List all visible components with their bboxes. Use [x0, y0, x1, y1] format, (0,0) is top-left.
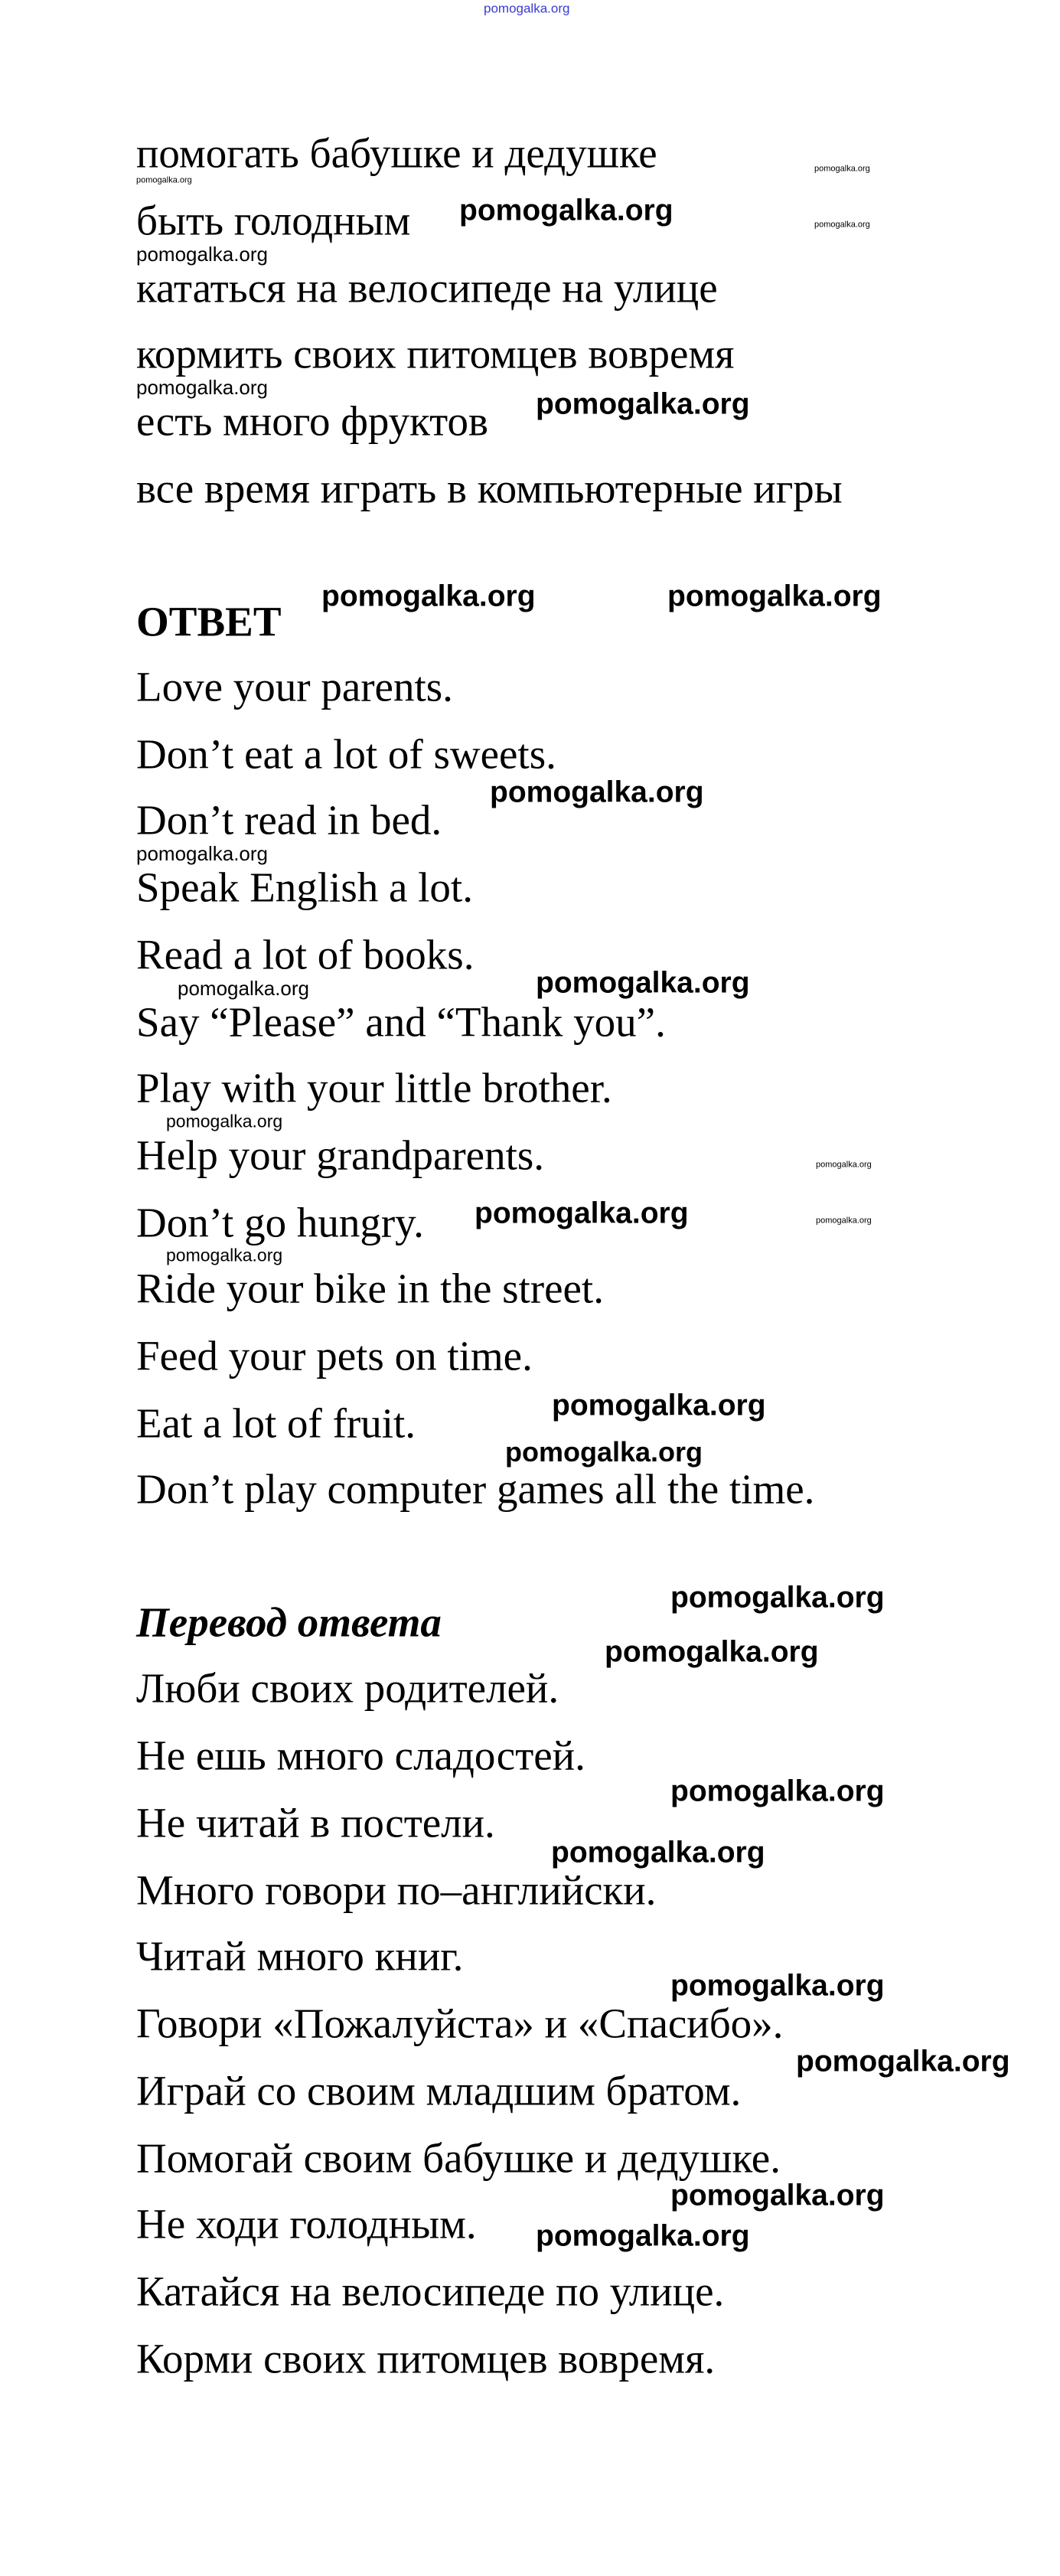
watermark: pomogalka.org — [321, 580, 536, 613]
translation-line: Не читай в постели. — [136, 1799, 495, 1846]
watermark: pomogalka.org — [475, 1197, 689, 1230]
watermark: pomogalka.org — [670, 1581, 885, 1614]
watermark: pomogalka.org — [536, 966, 750, 1000]
translation-line: Катайся на велосипеде по улице. — [136, 2267, 725, 2315]
watermark: pomogalka.org — [816, 1160, 872, 1170]
answer-line: Feed your pets on time. — [136, 1332, 533, 1379]
watermark: pomogalka.org — [552, 1389, 766, 1422]
watermark: pomogalka.org — [814, 164, 870, 174]
watermark: pomogalka.org — [667, 580, 882, 613]
watermark: pomogalka.org — [536, 387, 750, 421]
answer-line: Love your parents. — [136, 663, 453, 710]
watermark: pomogalka.org — [605, 1635, 819, 1669]
answer-line: Say “Please” and “Thank you”. — [136, 998, 666, 1046]
translation-line: Говори «Пожалуйста» и «Спасибо». — [136, 2000, 784, 2047]
watermark: pomogalka.org — [136, 842, 268, 865]
watermark: pomogalka.org — [670, 2179, 885, 2212]
translation-line: Много говори по–английски. — [136, 1866, 657, 1914]
answer-line: Don’t read in bed. — [136, 796, 442, 844]
watermark: pomogalka.org — [670, 1774, 885, 1808]
watermark: pomogalka.org — [136, 376, 268, 399]
task-phrase: все время играть в компьютерные игры — [136, 465, 843, 512]
watermark: pomogalka.org — [796, 2045, 1010, 2078]
answer-line: Speak English a lot. — [136, 864, 473, 911]
answer-heading: ОТВЕТ — [136, 598, 282, 645]
task-phrase: кормить своих питомцев вовремя — [136, 330, 735, 377]
task-phrase: есть много фруктов — [136, 397, 488, 445]
watermark: pomogalka.org — [551, 1836, 765, 1869]
answer-line: Ride your bike in the street. — [136, 1265, 604, 1312]
watermark: pomogalka.org — [166, 1245, 283, 1265]
task-phrase: быть голодным — [136, 197, 411, 244]
watermark: pomogalka.org — [166, 1111, 283, 1131]
watermark: pomogalka.org — [814, 220, 870, 230]
watermark: pomogalka.org — [536, 2219, 750, 2253]
watermark: pomogalka.org — [136, 175, 192, 185]
watermark: pomogalka.org — [136, 243, 268, 266]
watermark: pomogalka.org — [670, 1969, 885, 2003]
watermark: pomogalka.org — [490, 775, 704, 809]
translation-line: Помогай своим бабушке и дедушке. — [136, 2134, 781, 2182]
watermark: pomogalka.org — [505, 1436, 703, 1468]
task-phrase: помогать бабушке и дедушке — [136, 129, 657, 177]
task-phrase: кататься на велосипеде на улице — [136, 264, 718, 312]
watermark: pomogalka.org — [178, 977, 309, 1000]
watermark: pomogalka.org — [459, 194, 674, 227]
translation-heading: Перевод ответа — [136, 1598, 442, 1646]
translation-line: Играй со своим младшим братом. — [136, 2067, 742, 2114]
answer-line: Help your grandparents. — [136, 1131, 545, 1179]
translation-line: Читай много книг. — [136, 1932, 464, 1980]
translation-line: Не ешь много сладостей. — [136, 1732, 585, 1779]
answer-line: Don’t eat a lot of sweets. — [136, 730, 556, 778]
answer-line: Play with your little brother. — [136, 1064, 612, 1112]
answer-line: Don’t play computer games all the time. — [136, 1465, 815, 1513]
watermark-top: pomogalka.org — [484, 1, 570, 16]
translation-line: Не ходи голодным. — [136, 2200, 477, 2248]
answer-line: Eat a lot of fruit. — [136, 1399, 416, 1447]
answer-line: Don’t go hungry. — [136, 1199, 424, 1246]
watermark: pomogalka.org — [816, 1216, 872, 1226]
answer-line: Read a lot of books. — [136, 931, 475, 978]
translation-line: Корми своих питомцев вовремя. — [136, 2335, 716, 2382]
translation-line: Люби своих родителей. — [136, 1664, 559, 1712]
